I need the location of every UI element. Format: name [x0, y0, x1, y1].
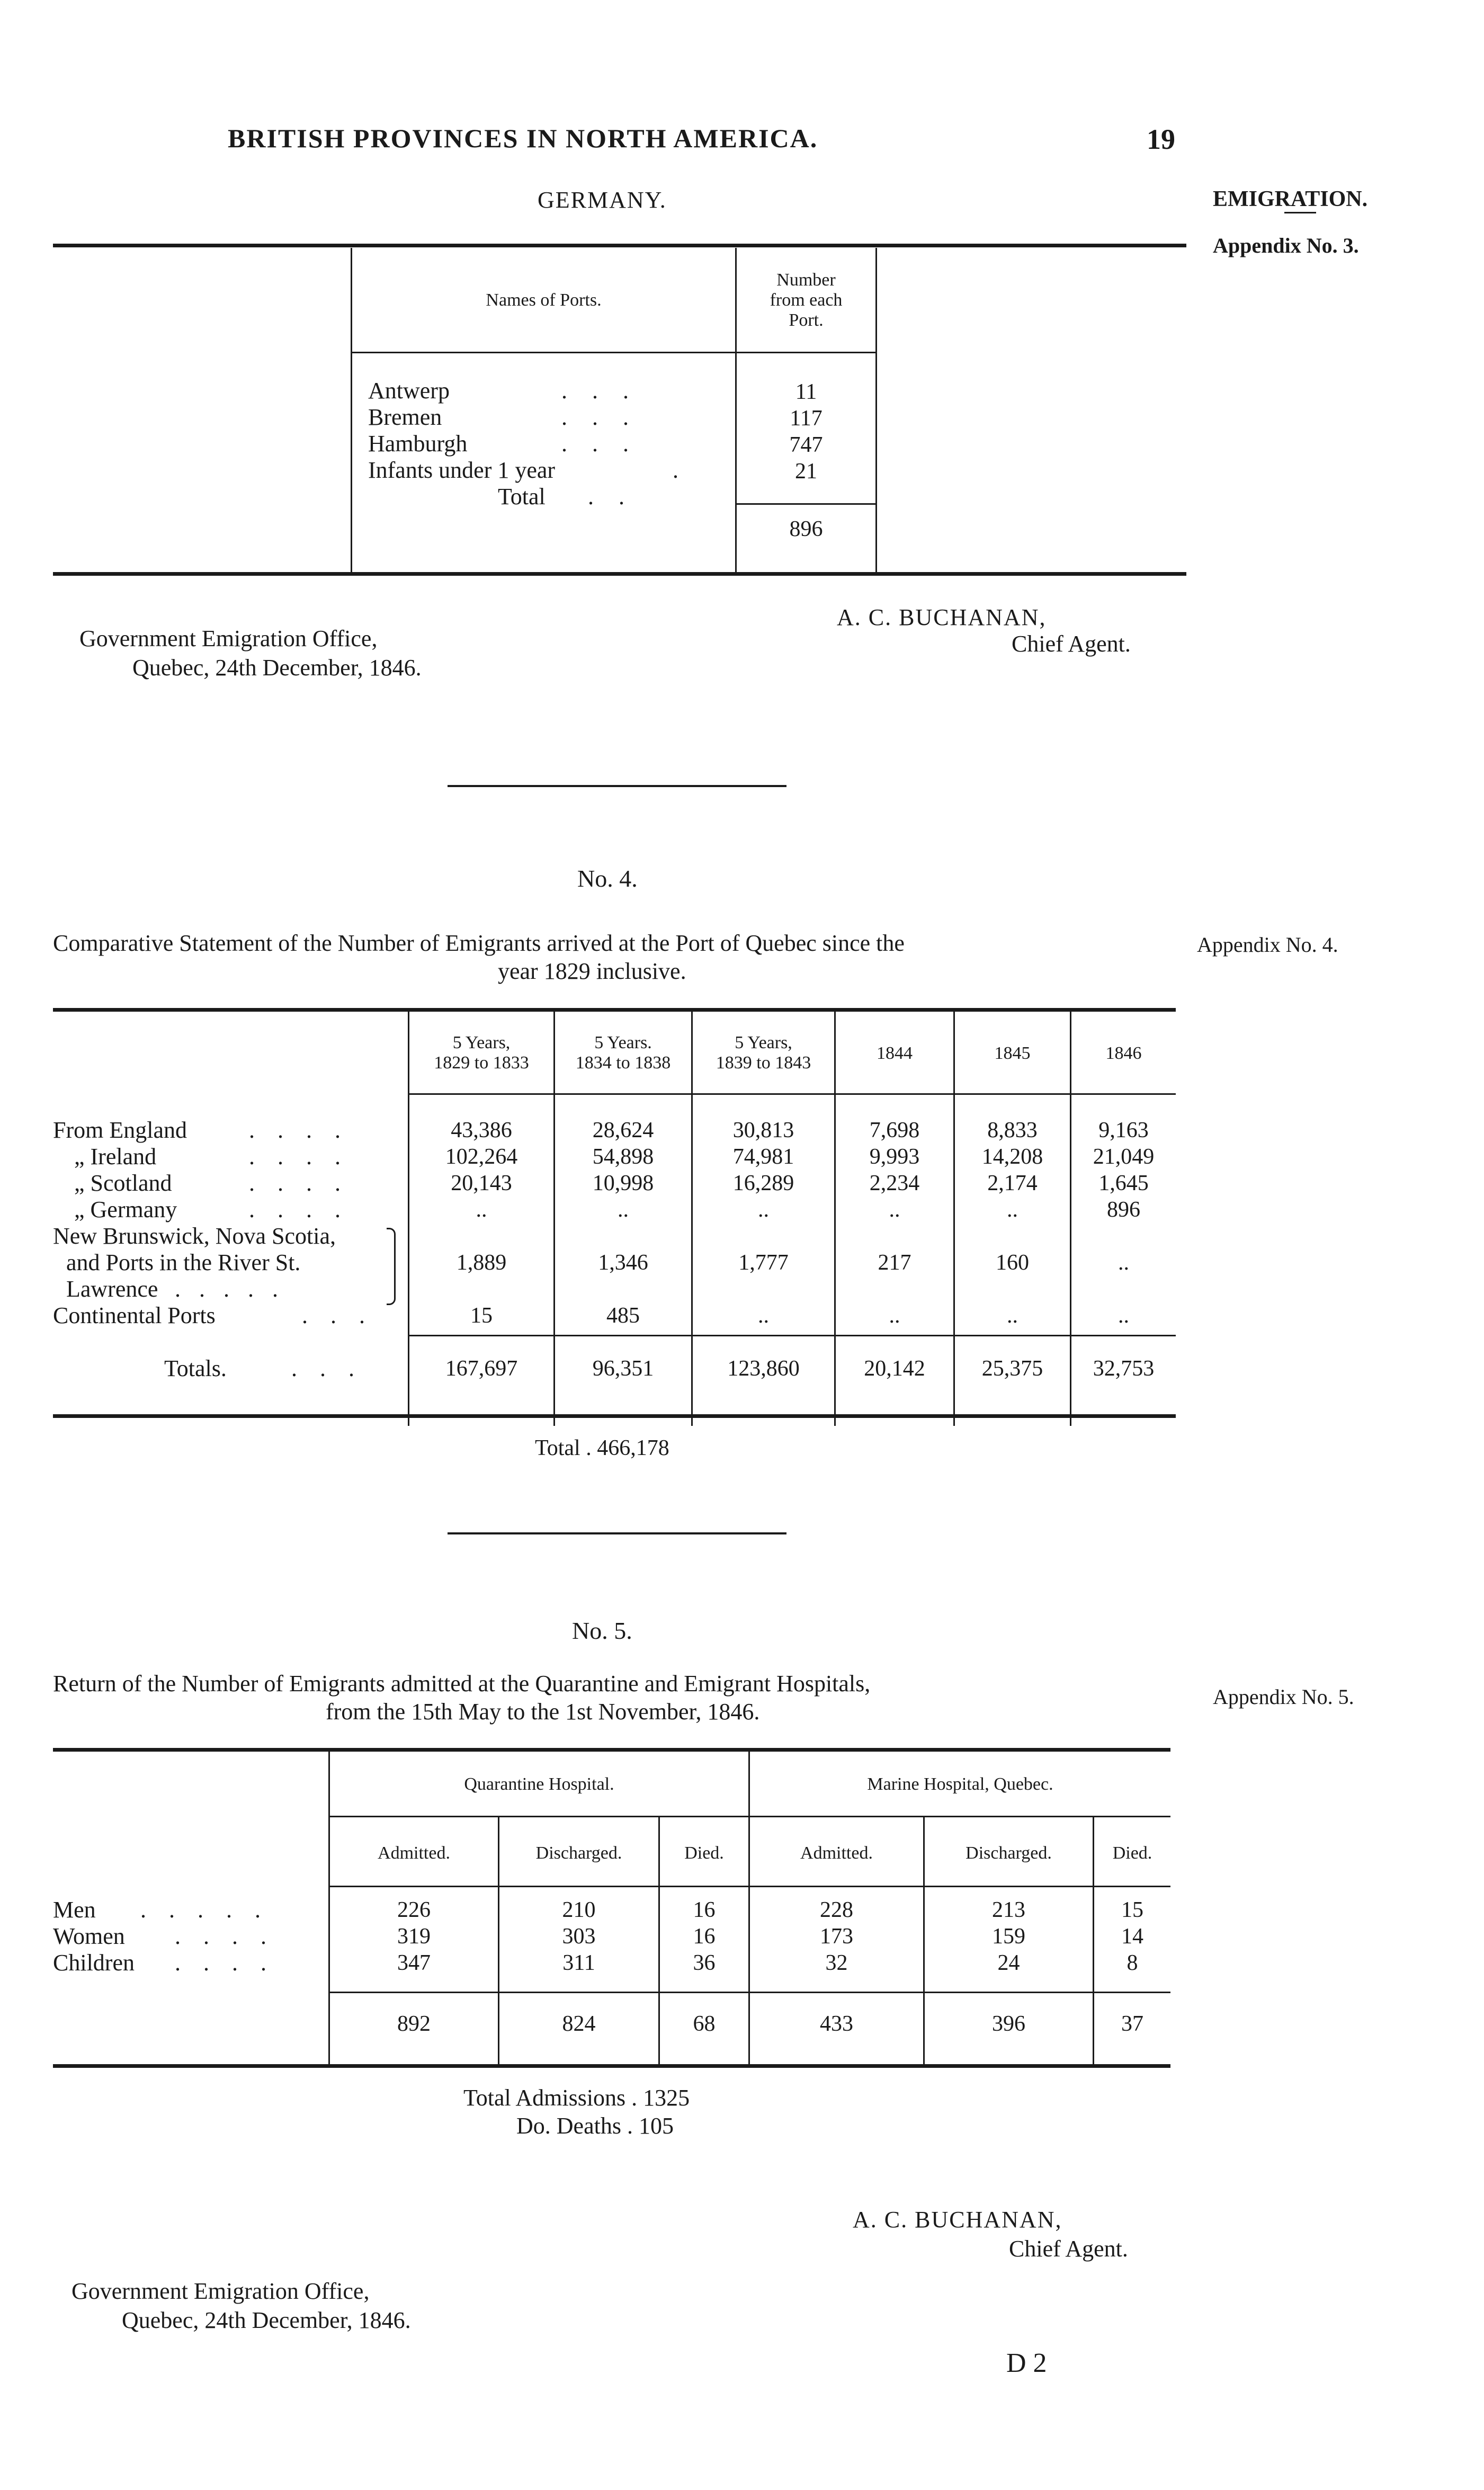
no5-cell: 159 [992, 1924, 1025, 1949]
no5-cell: 213 [992, 1898, 1025, 1922]
no5-total-admissions: Total Admissions . 1325 [463, 2085, 690, 2111]
germany-row-dots: . . . [561, 404, 638, 430]
no4-cell: 102,264 [445, 1145, 518, 1169]
signoff1-office: Government Emigration Office, [79, 626, 378, 651]
germany-col-number [737, 270, 875, 331]
germany-total-rule [737, 503, 875, 505]
no5-header-rule [328, 1886, 1170, 1887]
no4-header-rule [408, 1093, 1176, 1095]
no4-row-dots: . . . . [249, 1144, 349, 1170]
no4-cell: 160 [996, 1251, 1029, 1275]
no4-cell: 15 [470, 1304, 493, 1328]
no4-total-cell: 96,351 [592, 1356, 654, 1381]
signoff1-role: Chief Agent. [1012, 631, 1131, 657]
no4-cell: 20,143 [451, 1171, 512, 1195]
germany-row-value: 747 [789, 433, 823, 457]
no5-cell: 210 [562, 1898, 596, 1922]
no5-totals-rule [328, 1992, 1170, 1993]
no4-cell: 896 [1107, 1198, 1140, 1222]
no4-col-header-line: 5 Years. [594, 1033, 652, 1052]
no4-row-dots: . . . [302, 1302, 373, 1328]
no4-cell: 43,386 [451, 1118, 512, 1143]
no5-total-cell: 433 [820, 2012, 853, 2036]
no5-row-dots: . . . . . [140, 1897, 269, 1923]
germany-total-dots: . . [588, 484, 634, 510]
germany-bottom-rule [53, 572, 1186, 576]
no5-total-cell: 892 [397, 2012, 431, 2036]
no4-col-header [409, 1033, 553, 1073]
no5-cell: 14 [1121, 1924, 1143, 1949]
no5-caption-line1: Return of the Number of Emigrants admitted at the Quarantine and Emigrant Hospitals, [53, 1671, 871, 1697]
germany-col-number-line1: Number [776, 270, 836, 290]
no4-cell: .. [1007, 1198, 1018, 1222]
no5-cell: 228 [820, 1898, 853, 1922]
no4-bottom-rule [53, 1414, 1176, 1418]
no5-cell: 226 [397, 1898, 431, 1922]
no4-total-cell: 167,697 [445, 1356, 518, 1381]
germany-row-value: 11 [795, 380, 817, 404]
no4-cell: 21,049 [1093, 1145, 1155, 1169]
germany-row-value: 117 [790, 406, 823, 431]
germany-total-value: 896 [789, 517, 823, 541]
no5-cell: 16 [693, 1898, 716, 1922]
no4-col-header-line: 5 Years, [452, 1033, 511, 1052]
no4-row-dots: . . . . . [175, 1276, 284, 1302]
no5-cell: 36 [693, 1951, 716, 1975]
germany-col-number-line3: Port. [789, 310, 824, 330]
no5-cell: 319 [397, 1924, 431, 1949]
no4-cell: 2,234 [869, 1171, 920, 1195]
margin-appendix-5: Appendix No. 5. [1213, 1685, 1354, 1709]
no4-caption-line2: year 1829 inclusive. [498, 958, 686, 984]
no5-subcol: Died. [684, 1843, 724, 1863]
no4-cell: 1,645 [1098, 1171, 1149, 1195]
no4-total-cell: 25,375 [981, 1356, 1043, 1381]
no4-row-label: Continental Ports [53, 1302, 216, 1328]
signoff2-office: Government Emigration Office, [71, 2278, 370, 2304]
no4-col-header: 1846 [1105, 1043, 1142, 1063]
no4-cell: 1,346 [598, 1251, 648, 1275]
no4-col-header-line: 1839 to 1843 [716, 1053, 811, 1073]
no4-cell: 30,813 [732, 1118, 794, 1143]
no4-col-header-line: 1829 to 1833 [434, 1053, 529, 1073]
no4-col-header: 1844 [877, 1043, 913, 1063]
no4-row-label-cont: Lawrence [66, 1276, 158, 1302]
no4-row-label: „ Ireland [74, 1144, 157, 1170]
no5-group-quarantine: Quarantine Hospital. [464, 1774, 614, 1794]
no5-total-cell: 37 [1121, 2012, 1143, 2036]
no5-row-label: Women [53, 1923, 125, 1949]
no4-cell: 9,163 [1098, 1118, 1149, 1143]
no5-cell: 173 [820, 1924, 853, 1949]
no4-row-label: New Brunswick, Nova Scotia, [53, 1223, 336, 1249]
no4-cell: 14,208 [981, 1145, 1043, 1169]
section-divider [448, 785, 786, 787]
no4-col-header-line: 5 Years, [735, 1033, 792, 1052]
no4-cell: 9,993 [869, 1145, 920, 1169]
no4-cell: .. [758, 1198, 769, 1222]
no5-row-dots: . . . . [175, 1950, 275, 1976]
no5-caption-line2: from the 15th May to the 1st November, 1846. [326, 1699, 760, 1725]
no4-cell: 1,889 [456, 1251, 507, 1275]
no5-subcol: Discharged. [535, 1843, 622, 1863]
no4-totals-label: Totals. [164, 1355, 227, 1381]
no5-cell: 24 [997, 1951, 1020, 1975]
germany-row-name: Bremen [368, 404, 442, 430]
no5-subcol: Admitted. [378, 1843, 450, 1863]
margin-short-rule [1284, 212, 1316, 213]
no4-cell: .. [618, 1198, 629, 1222]
germany-row-dots: . . . [561, 431, 638, 457]
no4-row-dots: . . . . [249, 1170, 349, 1196]
no4-cell: .. [758, 1304, 769, 1328]
no4-total-cell: 20,142 [864, 1356, 925, 1381]
no4-grand-total: Total . 466,178 [535, 1436, 669, 1460]
germany-top-rule [53, 244, 1186, 247]
section-divider [448, 1532, 786, 1534]
no4-cell: 217 [878, 1251, 911, 1275]
no5-heading: No. 5. [572, 1617, 632, 1644]
no4-cell: 2,174 [987, 1171, 1038, 1195]
no4-col-header: 1845 [994, 1043, 1031, 1063]
no4-row-dots: . . . . [249, 1197, 349, 1222]
no5-cell: 347 [397, 1951, 431, 1975]
no4-cell: .. [889, 1198, 900, 1222]
no4-totals-rule [408, 1335, 1176, 1336]
signoff1-name: A. C. BUCHANAN, [837, 604, 1047, 630]
no4-cell: 28,624 [592, 1118, 654, 1143]
germany-row-name: Antwerp [368, 378, 450, 404]
no4-cell: 16,289 [732, 1171, 794, 1195]
no4-cell: .. [889, 1304, 900, 1328]
no4-total-cell: 123,860 [727, 1356, 800, 1381]
no4-cell: 74,981 [732, 1145, 794, 1169]
germany-row-name: Hamburgh [368, 431, 468, 457]
margin-appendix-3: Appendix No. 3. [1213, 234, 1359, 257]
no5-cell: 15 [1121, 1898, 1143, 1922]
no4-cell: .. [1118, 1251, 1129, 1275]
running-header: BRITISH PROVINCES IN NORTH AMERICA. [228, 123, 818, 153]
no4-cell: 10,998 [592, 1171, 654, 1195]
margin-appendix-4: Appendix No. 4. [1197, 933, 1338, 957]
no5-subcol: Admitted. [800, 1843, 873, 1863]
no4-row-label: „ Germany [74, 1197, 177, 1222]
no4-cell: .. [476, 1198, 487, 1222]
no4-row-label: From England [53, 1117, 187, 1143]
no5-top-rule [53, 1748, 1170, 1752]
no4-cell: .. [1007, 1304, 1018, 1328]
no4-col-header [693, 1033, 834, 1073]
germany-row-dots: . [673, 457, 678, 483]
signature-mark: D 2 [1006, 2348, 1047, 2378]
page-number: 19 [1147, 123, 1175, 155]
no4-row-label-cont: and Ports in the River St. [66, 1250, 301, 1275]
no4-brace [387, 1228, 396, 1305]
germany-row-name: Infants under 1 year [368, 457, 556, 483]
no4-totals-dots: . . . [291, 1355, 363, 1381]
germany-total-label: Total [498, 484, 546, 510]
germany-title: GERMANY. [538, 187, 667, 213]
no5-bottom-rule [53, 2064, 1170, 2068]
no4-cell: .. [1118, 1304, 1129, 1328]
no4-top-rule [53, 1008, 1176, 1012]
no5-cell: 311 [562, 1951, 595, 1975]
no4-row-label: „ Scotland [74, 1170, 172, 1196]
no5-row-label: Men [53, 1897, 96, 1923]
no4-cell: 1,777 [738, 1251, 789, 1275]
no4-heading: No. 4. [577, 865, 638, 892]
no5-cell: 8 [1127, 1951, 1138, 1975]
no4-cell: 8,833 [987, 1118, 1038, 1143]
no5-cell: 32 [825, 1951, 848, 1975]
signoff2-place-date: Quebec, 24th December, 1846. [122, 2307, 411, 2333]
margin-section-title: EMIGRATION. [1213, 187, 1368, 211]
germany-col-names: Names of Ports. [486, 290, 602, 310]
germany-header-rule [351, 352, 877, 353]
signoff2-name: A. C. BUCHANAN, [853, 2207, 1062, 2233]
signoff1-place-date: Quebec, 24th December, 1846. [132, 655, 422, 681]
no5-total-deaths: Do. Deaths . 105 [516, 2113, 674, 2139]
germany-row-dots: . . . [561, 378, 638, 404]
no4-caption-line1: Comparative Statement of the Number of Emigrants arrived at the Port of Quebec since the [53, 930, 905, 956]
no4-cell: 54,898 [592, 1145, 654, 1169]
no5-total-cell: 824 [562, 2012, 596, 2036]
no5-row-dots: . . . . [175, 1923, 275, 1949]
no4-cell: 7,698 [869, 1118, 920, 1143]
no4-row-dots: . . . . [249, 1117, 349, 1143]
no5-subcol: Discharged. [966, 1843, 1052, 1863]
no4-col-header-line: 1834 to 1838 [575, 1053, 671, 1073]
no5-subcol: Died. [1112, 1843, 1152, 1863]
no5-total-cell: 68 [693, 2012, 716, 2036]
germany-vline-right [875, 248, 877, 572]
no4-total-cell: 32,753 [1093, 1356, 1155, 1381]
no5-cell: 303 [562, 1924, 596, 1949]
no5-cell: 16 [693, 1924, 716, 1949]
no4-cell: 485 [606, 1304, 640, 1328]
signoff2-role: Chief Agent. [1009, 2236, 1128, 2262]
no5-group-rule [328, 1816, 1170, 1817]
no5-row-label: Children [53, 1950, 135, 1976]
no5-group-marine: Marine Hospital, Quebec. [867, 1774, 1053, 1794]
no4-col-header [555, 1033, 691, 1073]
germany-row-value: 21 [795, 459, 817, 484]
no5-total-cell: 396 [992, 2012, 1025, 2036]
germany-col-number-line2: from each [770, 290, 843, 310]
